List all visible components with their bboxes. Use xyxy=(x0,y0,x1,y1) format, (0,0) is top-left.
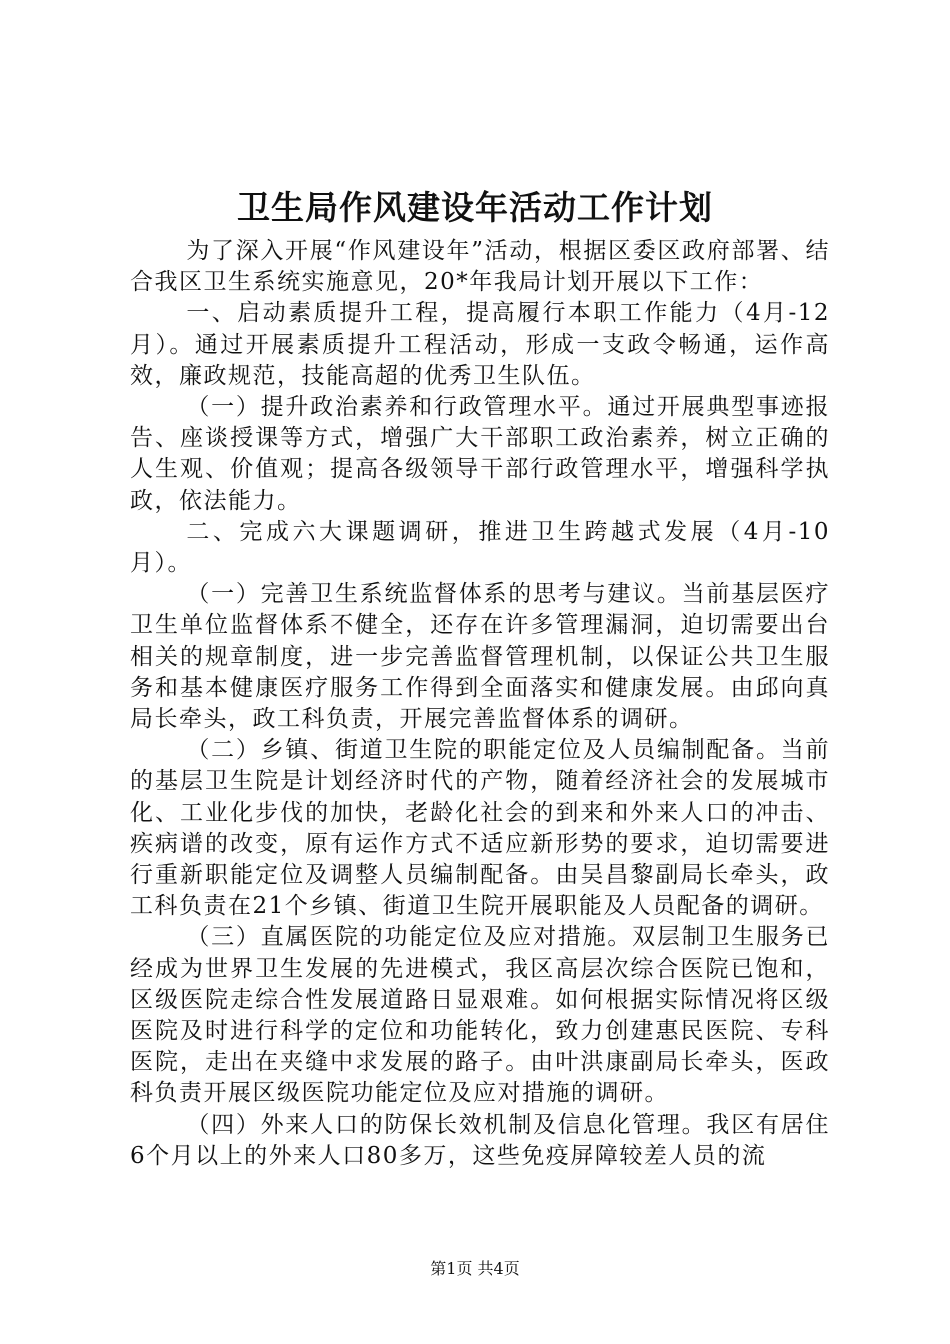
paragraph-section-2-item-3: （三）直属医院的功能定位及应对措施。双层制卫生服务已经成为世界卫生发展的先进模式，我区高层次综合医院已饱和，区级医院走综合性发展道路日显艰难。如何根据实际情况将区级医院及时进行科学的定位和功能转化，致力创建惠民医院、专科医院，走出在夹缝中求发展的路子。由叶洪康副局长牵头，医政科负责开展区级医院功能定位及应对措施的调研。 xyxy=(130,924,830,1107)
paragraph-section-1: 一、启动素质提升工程，提高履行本职工作能力（4月-12月）。通过开展素质提升工程活动，形成一支政令畅通，运作高效，廉政规范，技能高超的优秀卫生队伍。 xyxy=(130,300,830,389)
page-number-footer: 第1页 共4页 xyxy=(430,1259,520,1278)
document-title: 卫生局作风建设年活动工作计划 xyxy=(237,188,713,227)
paragraph-section-2: 二、完成六大课题调研，推进卫生跨越式发展（4月-10月）。 xyxy=(130,518,830,577)
paragraph-section-1-item-1: （一）提升政治素养和行政管理水平。通过开展典型事迹报告、座谈授课等方式，增强广大干部职工政治素养，树立正确的人生观、价值观；提高各级领导干部行政管理水平，增强科学执政，依法能力。 xyxy=(130,394,830,514)
paragraph-intro: 为了深入开展“作风建设年”活动，根据区委区政府部署、结合我区卫生系统实施意见，20*年我局计划开展以下工作： xyxy=(130,238,830,296)
document-body xyxy=(130,236,830,1172)
paragraph-section-2-item-2: （二）乡镇、街道卫生院的职能定位及人员编制配备。当前的基层卫生院是计划经济时代的产物，随着经济社会的发展城市化、工业化步伐的加快，老龄化社会的到来和外来人口的冲击、疾病谱的改变，原有运作方式不适应新形势的要求，迫切需要进行重新职能定位及调整人员编制配备。由吴昌黎副局长牵头，政工科负责在21个乡镇、街道卫生院开展职能及人员配备的调研。 xyxy=(130,737,830,920)
paragraph-section-2-item-4: （四）外来人口的防保长效机制及信息化管理。我区有居住6个月以上的外来人口80多万，这些免疫屏障较差人员的流 xyxy=(130,1111,830,1169)
paragraph-section-2-item-1: （一）完善卫生系统监督体系的思考与建议。当前基层医疗卫生单位监督体系不健全，还存在许多管理漏洞，迫切需要出台相关的规章制度，进一步完善监督管理机制，以保证公共卫生服务和基本健康医疗服务工作得到全面落实和健康发展。由邱向真局长牵头，政工科负责，开展完善监督体系的调研。 xyxy=(130,581,830,733)
